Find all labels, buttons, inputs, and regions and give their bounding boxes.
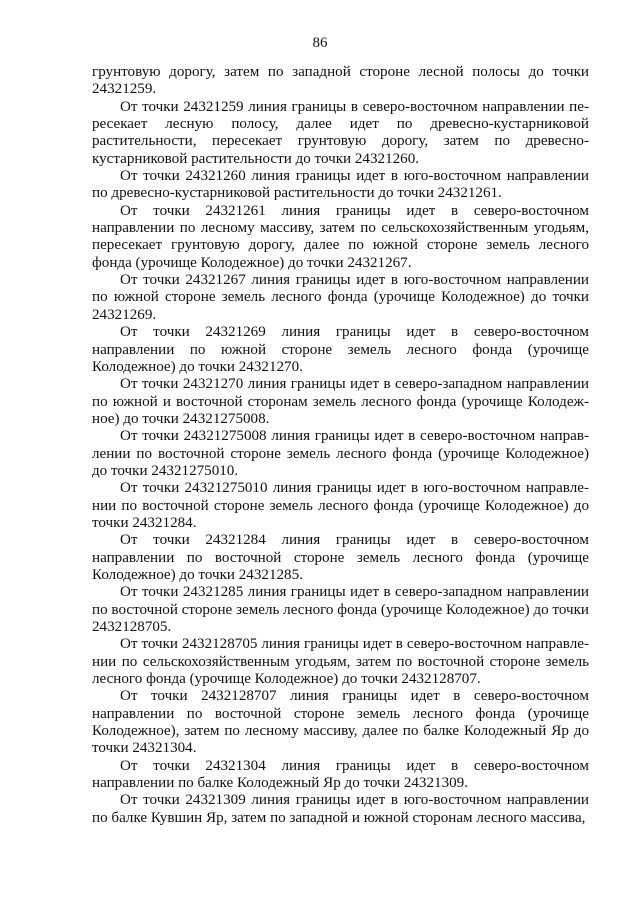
document-body [92,64,589,827]
paragraph: От точки 24321261 линия границы идет в северо-восточном направлении по лесному массиву, затем по сельскохозяйственным угодьям, пересекает грунтовую дорогу, далее по южной стороне земель лесного фонда (урочище Колодежное) до точки 24321267. [92,202,589,271]
paragraph: От точки 24321270 линия границы идет в северо-западном направлении по южной и восточной сторонам земель лесного фонда (урочище Колодежное) до точки 24321275008. [92,376,589,427]
paragraph: От точки 24321269 линия границы идет в северо-восточном направлении по южной стороне земель лесного фонда (урочище Колодежное) до точки 24321270. [92,324,589,375]
paragraph: От точки 24321275008 линия границы идет в северо-восточном направлении по восточной стороне земель лесного фонда (урочище Колодежное) до точки 24321275010. [92,428,589,479]
paragraph-continued: грунтовую дорогу, затем по западной стороне лесной полосы до точки 24321259. [92,64,589,98]
paragraph: От точки 24321260 линия границы идет в юго-восточном направлении по древесно-кустарниковой растительности до точки 24321261. [92,168,589,202]
paragraph: От точки 24321275010 линия границы идет в юго-восточном направлении по восточной стороне земель лесного фонда (урочище Колодежное) до точки 24321284. [92,480,589,531]
paragraph: От точки 2432128707 линия границы идет в северо-восточном направлении по восточной стороне земель лесного фонда (урочище Колодежное), затем по лесному массиву, далее по балке Колодежный Яр до точки 24321304. [92,688,589,757]
paragraph: От точки 24321285 линия границы идет в северо-западном направлении по восточной стороне земель лесного фонда (урочище Колодежное) до точки 2432128705. [92,584,589,635]
paragraph: От точки 24321309 линия границы идет в юго-восточном направлении по балке Кувшин Яр, затем по западной и южной сторонам лесного массива, [92,792,589,826]
paragraph: От точки 24321267 линия границы идет в юго-восточном направлении по южной стороне земель лесного фонда (урочище Колодежное) до точки 24321269. [92,272,589,323]
paragraph: От точки 24321259 линия границы в северо-восточном направлении пересекает лесную полосу, далее идет по древесно-кустарниковой растительности, пересекает грунтовую дорогу, затем по древесно-кустарниковой растительности до точки 24321260. [92,98,589,167]
paragraph: От точки 2432128705 линия границы идет в северо-восточном направлении по сельскохозяйственным угодьям, затем по восточной стороне земель лесного фонда (урочище Колодежное) до точки 2432128707. [92,636,589,688]
paragraph: От точки 24321304 линия границы идет в северо-восточном направлении по балке Колодежный Яр до точки 24321309. [92,757,589,792]
paragraph: От точки 24321284 линия границы идет в северо-восточном направлении по восточной стороне земель лесного фонда (урочище Колодежное) до точки 24321285. [92,532,589,583]
page-number: 86 [312,35,328,51]
